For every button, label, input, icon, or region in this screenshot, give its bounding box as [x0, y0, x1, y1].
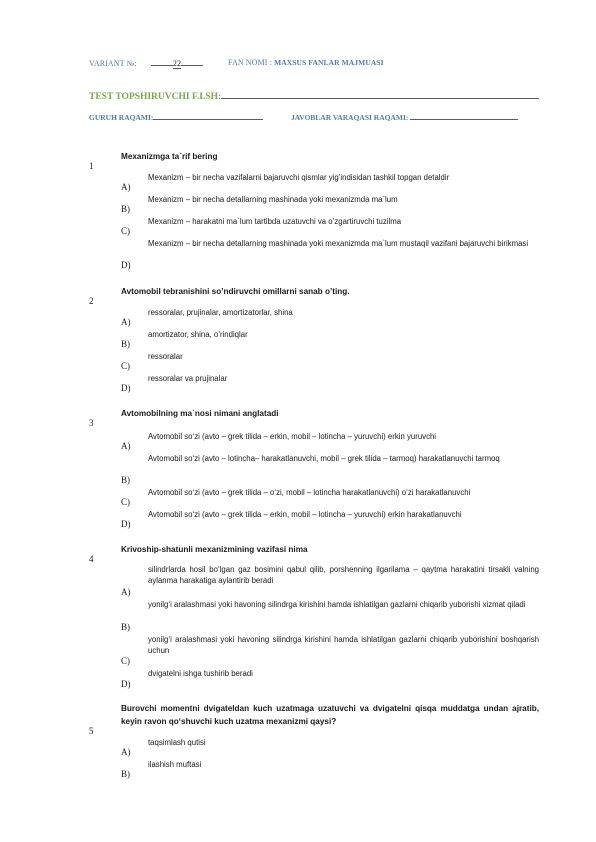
option-text: Avtomobil so‘zi (avto – grek tilida – erkin, mobil – lotincha – yuruvchi) erkin yuruvchi: [148, 432, 437, 441]
question-text: Avtomobil tebranishini so’ndiruvchi omillarni sanab o’ting.: [121, 287, 350, 296]
option-text: ressoralar: [148, 352, 183, 361]
option-letter[interactable]: D): [121, 260, 131, 270]
option-letter[interactable]: B): [121, 339, 130, 349]
option-text: Mexanizm – bir necha vazifalarni bajaruvchi qismlar yig’indisidan tashkil topgan detaldir: [148, 173, 450, 182]
option-text: Mexanizm – harakatni ma`lum tartibda uzatuvchi va o’zgartiruvchi tuzilma: [148, 217, 402, 226]
question-number: 5: [89, 726, 94, 736]
option-text: yonilg‘i aralashmasi yoki havoning silindrga kirishini hamda ishlatilgan gazlarni chiqarib yuborishi xizmat qiladi: [148, 600, 526, 609]
variant-underline-right: [181, 58, 203, 66]
option-text: amortizator, shina, o’rindiqlar: [148, 330, 248, 339]
answer-sheet-field: [291, 112, 518, 122]
question-text: Krivoship-shatunli mexanizmining vazifasi nima: [121, 545, 308, 554]
question-text: Burovchi momentni dvigateldan kuch uzatmaga uzatuvchi va dvigatelni qisqa muddatga undan ajratib, keyin ravon qo‘shuvchi kuch uzatma mexanizmi qaysi?: [121, 704, 539, 726]
option-letter[interactable]: C): [121, 497, 130, 507]
option-letter[interactable]: C): [121, 361, 130, 371]
variant-header-row: [89, 58, 384, 68]
option-text: Mexanizm – bir necha detallarning mashinada yoki mexanizmda ma`lum: [148, 195, 398, 204]
option-letter[interactable]: A): [121, 441, 131, 451]
group-number-line[interactable]: [153, 112, 263, 120]
option-letter[interactable]: A): [121, 182, 131, 192]
variant-label: VARIANT №:: [89, 59, 137, 68]
variant-value: 22: [172, 59, 182, 68]
option-letter[interactable]: B): [121, 622, 130, 632]
answer-sheet-label: JAVOBLAR VARAQASI RAQAMI:: [291, 113, 409, 122]
student-name-line[interactable]: [221, 91, 539, 99]
option-text: taqsimlash qutisi: [148, 738, 206, 747]
student-name-field: [89, 91, 539, 102]
option-letter[interactable]: D): [121, 383, 131, 393]
option-text: silindrlarda hosil bo‘lgan gaz bosimini qabul qilib, porshenning ilgarilama – qaytma harakatini tirsakli valning aylanma harakatiga aylantirib beradi: [148, 565, 539, 585]
option-letter[interactable]: C): [121, 656, 130, 666]
option-text: ressoralar va prujinalar: [148, 374, 228, 383]
question-text: Avtomobilning ma`nosi nimani anglatadi: [121, 409, 279, 418]
answer-sheet-line[interactable]: [410, 112, 518, 120]
option-letter[interactable]: D): [121, 519, 131, 529]
question-number: 3: [89, 418, 94, 428]
option-letter[interactable]: A): [121, 317, 131, 327]
fan-value: MAXSUS FANLAR MAJMUASI: [274, 58, 384, 67]
option-text: ressoralar, prujinalar, amortizatorlar, shina: [148, 308, 293, 317]
question-number: 2: [89, 296, 94, 306]
option-text: Avtomobil so‘zi (avto – lotincha– harakatlanuvchi, mobil – grek tilida – tarmoq) harakatlanuvchi tarmoq: [148, 454, 500, 463]
fan-label: FAN NOMI :: [228, 58, 272, 67]
option-text: ilashish muftasi: [148, 760, 202, 769]
option-text: dvigatelni ishga tushirib beradi: [148, 669, 253, 678]
student-label: TEST TOPSHIRUVCHI F.I.SH:: [89, 92, 222, 102]
fan-name-field: [228, 58, 384, 67]
option-text: Avtomobil so‘zi (avto – grek tilida – erkin, mobil – lotincha – yuruvchi) erkin harakatlanuvchi: [148, 510, 462, 519]
option-text: Avtomobil so‘zi (avto – grek tilida – o‘zi, mobil – lotincha harakatlanuvchi) o‘zi harakatlanuvchi: [148, 488, 471, 497]
question-number: 4: [89, 554, 94, 564]
question-text: Mexanizmga ta`rif bering: [121, 152, 218, 161]
option-letter[interactable]: B): [121, 475, 130, 485]
question-number: 1: [89, 161, 94, 171]
option-text: yonilg‘i aralashmasi yoki havoning silindrga kirishini hamda ishlatilgan gazlarni chiqarib yuborishini boshqarish uchun: [148, 635, 539, 655]
option-letter[interactable]: D): [121, 679, 131, 689]
option-letter[interactable]: B): [121, 769, 130, 779]
option-letter[interactable]: C): [121, 226, 130, 236]
option-text: Mexanizm – bir necha detallarning mashinada yoki mexanizmda ma`lum mustaqil vazifani bajaruvchi birikmasi: [148, 239, 529, 248]
group-field-row: [89, 112, 409, 122]
group-label: GURUH RAQAMI:: [89, 113, 154, 122]
variant-underline-left: [151, 58, 173, 66]
option-letter[interactable]: A): [121, 747, 131, 757]
option-letter[interactable]: B): [121, 204, 130, 214]
option-letter[interactable]: A): [121, 587, 131, 597]
